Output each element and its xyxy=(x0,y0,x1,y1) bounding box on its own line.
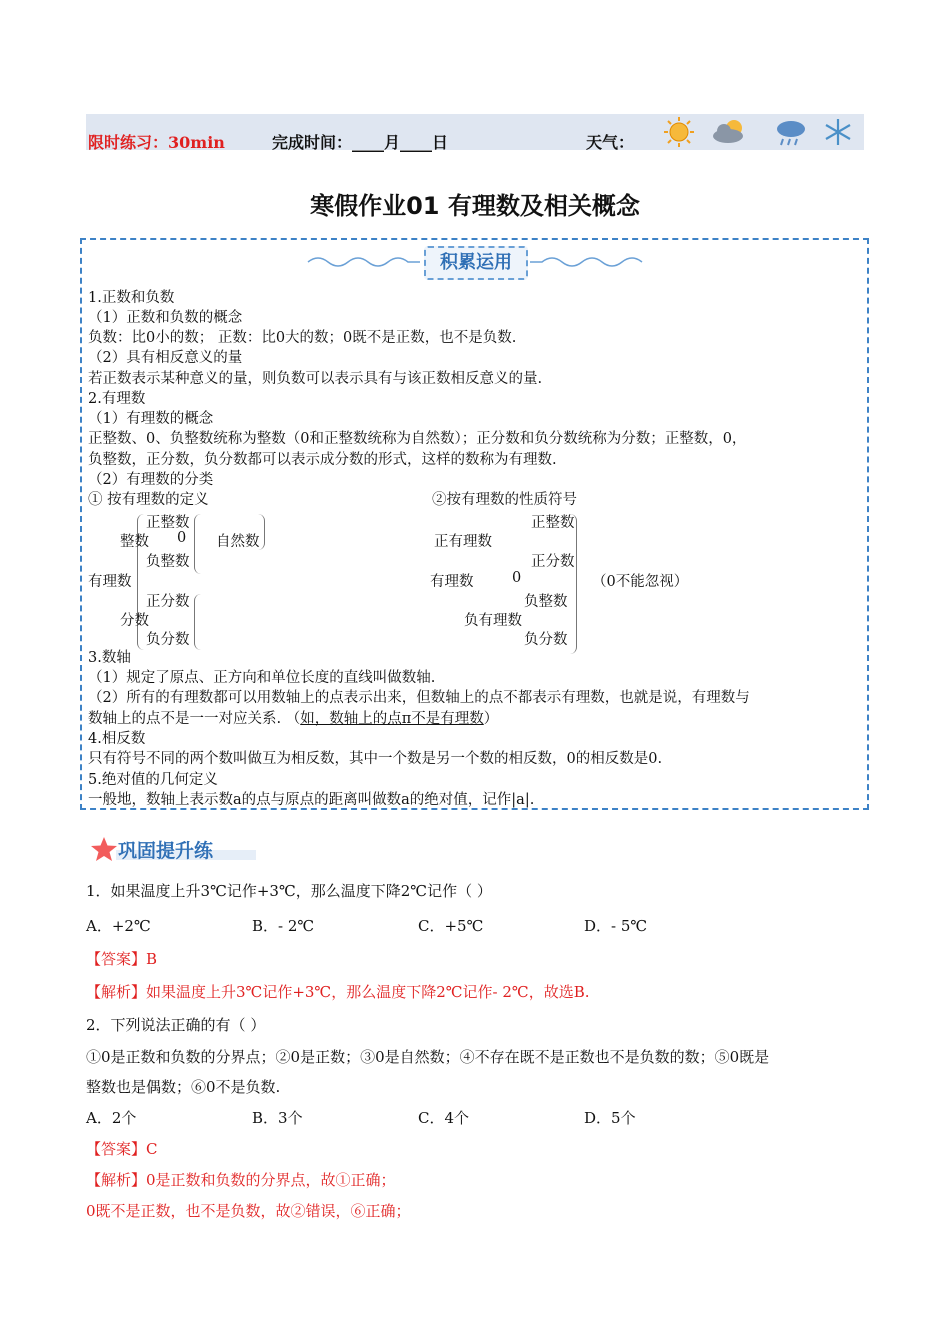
k-line-14 xyxy=(88,709,498,729)
k-line-1: 1.正数和负数 xyxy=(88,290,175,306)
q2-statement-2: 整数也是偶数；⑥0不是负数. xyxy=(86,1078,281,1096)
c2-neg-int: 负整数 xyxy=(524,594,568,610)
c1-brace-natural xyxy=(258,514,265,550)
k-line-8: 正整数、0、负整数统称为整数（0和正整数统称为自然数）；正分数和负分数统称为分数；正整数，0， xyxy=(88,431,747,447)
c1-int: 整数 xyxy=(120,534,149,550)
q1-option-d: D．- 5℃ xyxy=(584,917,648,935)
q1-option-a: A．+2℃ xyxy=(86,917,151,935)
q2-option-a: A．2个 xyxy=(86,1109,137,1127)
c1-brace-frac xyxy=(194,594,201,650)
k-line-18: 一般地，数轴上表示数a的点与原点的距离叫做数a的绝对值，记作|a|. xyxy=(88,792,535,808)
ornament-right xyxy=(528,252,644,272)
section-badge: 积累运用 xyxy=(424,246,528,280)
classify-1-title: ① 按有理数的定义 xyxy=(88,492,209,508)
time-limit: 限时练习：30min xyxy=(88,133,225,152)
classify-2-title: ②按有理数的性质符号 xyxy=(432,492,577,508)
c1-pos-frac: 正分数 xyxy=(146,594,190,610)
k-line-2: （1）正数和负数的概念 xyxy=(88,310,243,326)
snow-icon xyxy=(822,116,854,148)
k-line-15: 4.相反数 xyxy=(88,731,146,747)
c1-zero: 0 xyxy=(177,530,187,546)
c1-frac: 分数 xyxy=(120,613,149,629)
k-line-17: 5.绝对值的几何定义 xyxy=(88,772,218,788)
q1-option-b: B．- 2℃ xyxy=(252,917,315,935)
q1-answer: 【答案】B xyxy=(86,950,158,968)
k-line-11: 3.数轴 xyxy=(88,650,131,666)
q2-option-c: C．4个 xyxy=(418,1109,470,1127)
c2-note: （0不能忽视） xyxy=(592,574,689,590)
q1-option-c: C．+5℃ xyxy=(418,917,484,935)
k-line-12: （1）规定了原点、正方向和单位长度的直线叫做数轴. xyxy=(88,670,436,686)
q2-analysis-2: 0既不是正数，也不是负数，故②错误，⑥正确； xyxy=(86,1202,411,1220)
k-line-13: （2）所有的有理数都可以用数轴上的点表示出来，但数轴上的点不都表示有理数，也就是说，有理数与 xyxy=(88,690,750,706)
k-line-4: （2）具有相反意义的量 xyxy=(88,350,243,366)
header-band xyxy=(86,114,864,150)
c1-root: 有理数 xyxy=(88,574,132,590)
c2-zero: 0 xyxy=(512,570,522,586)
k-line-5: 若正数表示某种意义的量，则负数可以表示具有与该正数相反意义的量. xyxy=(88,371,543,387)
completion-time: 完成时间：____月____日 xyxy=(272,133,449,152)
c2-root: 有理数 xyxy=(430,574,474,590)
cloudy-icon xyxy=(710,116,750,148)
q1-analysis: 【解析】如果温度上升3℃记作+3℃，那么温度下降2℃记作- 2℃，故选B. xyxy=(86,983,590,1001)
k-line-16: 只有符号不同的两个数叫做互为相反数，其中一个数是另一个数的相反数，0的相反数是0. xyxy=(88,751,663,767)
k-line-9: 负整数，正分数，负分数都可以表示成分数的形式，这样的数称为有理数. xyxy=(88,452,557,468)
k-line-10: （2）有理数的分类 xyxy=(88,472,214,488)
q2-option-b: B．3个 xyxy=(252,1109,303,1127)
k-line-14a: 数轴上的点不是一一对应关系. （ xyxy=(88,711,301,727)
q2-analysis-1: 【解析】0是正数和负数的分界点，故①正确； xyxy=(86,1171,396,1189)
star-icon xyxy=(90,836,118,862)
c2-pos-int: 正整数 xyxy=(531,515,575,531)
weather-label: 天气： xyxy=(586,133,635,152)
c1-neg-int: 负整数 xyxy=(146,554,190,570)
k-line-3: 负数：比0小的数； 正数：比0大的数；0既不是正数，也不是负数. xyxy=(88,330,517,346)
sun-icon xyxy=(662,116,696,148)
q2-stem: 2．下列说法正确的有（ ） xyxy=(86,1016,266,1034)
k-line-6: 2.有理数 xyxy=(88,391,146,407)
q1-stem: 1．如果温度上升3℃记作+3℃，那么温度下降2℃记作（ ） xyxy=(86,882,492,900)
k-line-14b: 如，数轴上的点π不是有理数 xyxy=(300,711,484,727)
k-line-7: （1）有理数的概念 xyxy=(88,411,214,427)
c2-pos: 正有理数 xyxy=(434,534,492,550)
rain-icon xyxy=(774,116,808,148)
q2-answer: 【答案】C xyxy=(86,1140,158,1158)
q2-option-d: D．5个 xyxy=(584,1109,636,1127)
c2-neg: 负有理数 xyxy=(464,613,522,629)
c2-brace xyxy=(570,514,577,654)
page-title: 寒假作业01 有理数及相关概念 xyxy=(310,192,640,220)
ornament-left xyxy=(306,252,422,272)
q2-statement-1: ①0是正数和负数的分界点；②0是正数；③0是自然数；④不存在既不是正数也不是负数的数；⑤0既是 xyxy=(86,1048,770,1066)
c1-neg-frac: 负分数 xyxy=(146,632,190,648)
c1-brace-int xyxy=(194,514,201,574)
c1-natural: 自然数 xyxy=(216,534,260,550)
c1-pos-int: 正整数 xyxy=(146,515,190,531)
k-line-14c: ） xyxy=(483,711,499,727)
section2-title: 巩固提升练 xyxy=(118,840,214,862)
c2-neg-frac: 负分数 xyxy=(524,632,568,648)
c2-pos-frac: 正分数 xyxy=(531,554,575,570)
